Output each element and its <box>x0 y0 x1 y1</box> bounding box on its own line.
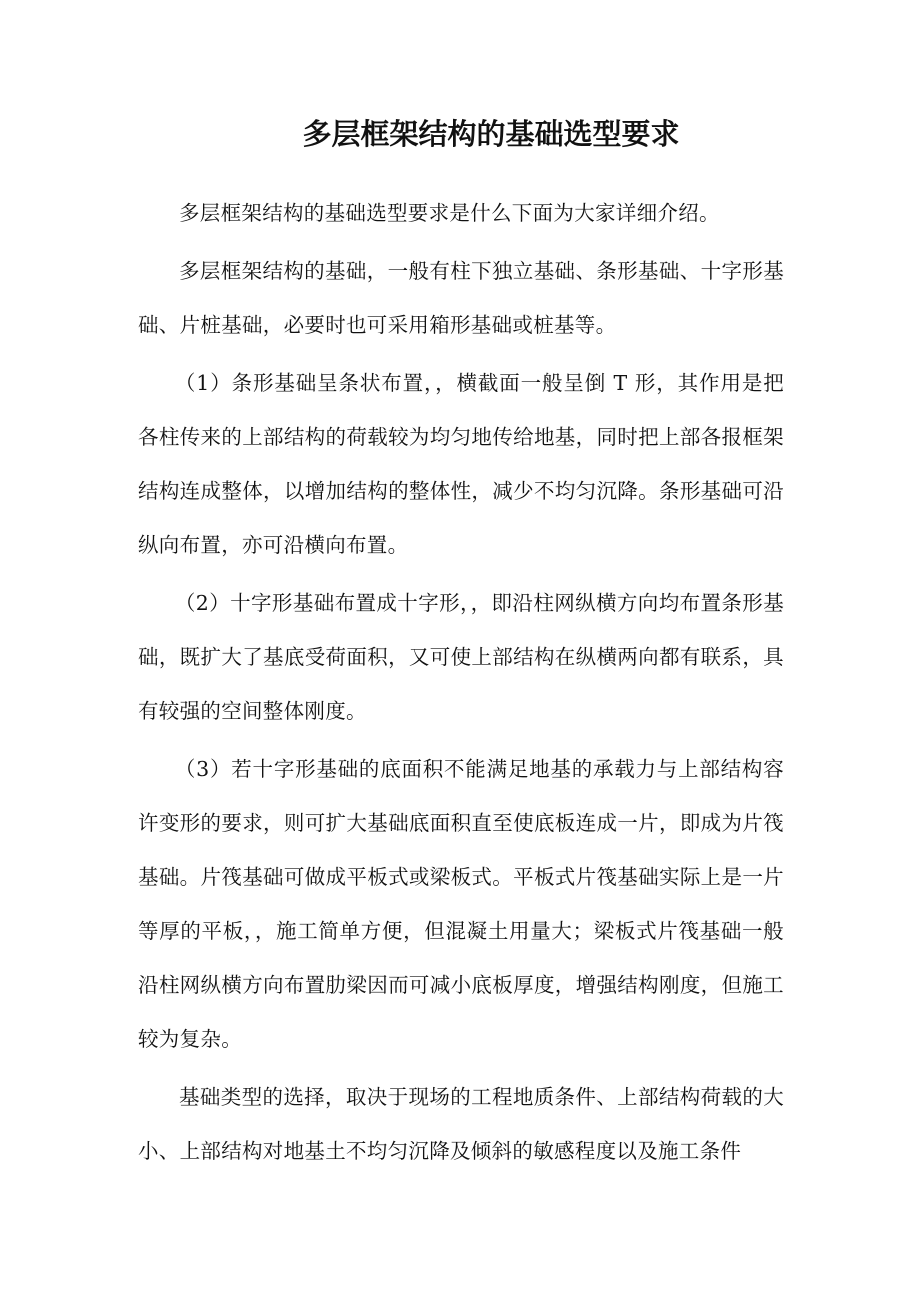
paragraph-cross-foundation: （2）十字形基础布置成十字形，，即沿柱网纵横方向均布置条形基础，既扩大了基底受荷面积，又可使上部结构在纵横两向都有联系，具有较强的空间整体刚度。 <box>138 591 784 723</box>
paragraph-selection: 基础类型的选择，取决于现场的工程地质条件、上部结构荷载的大小、上部结构对地基土不均匀沉降及倾斜的敏感程度以及施工条件 <box>138 1085 784 1163</box>
paragraph-strip-foundation: （1）条形基础呈条状布置，，横截面一般呈倒 T 形，其作用是把各柱传来的上部结构的荷载较为均匀地传给地基，同时把上部各报框架结构连成整体，以增加结构的整体性，减少不均匀沉降。条形基础可沿纵向布置，亦可沿横向布置。 <box>138 371 784 557</box>
paragraph-foundation-types: 多层框架结构的基础，一般有柱下独立基础、条形基础、十字形基础、片桩基础，必要时也可采用箱形基础或桩基等。 <box>138 259 784 337</box>
document-page <box>138 0 784 1302</box>
paragraph-raft-foundation: （3）若十字形基础的底面积不能满足地基的承载力与上部结构容许变形的要求，则可扩大基础底面积直至使底板连成一片，即成为片筏基础。片筏基础可做成平板式或梁板式。平板式片筏基础实际上是一片等厚的平板，，施工简单方便，但混凝土用量大；梁板式片筏基础一般沿柱网纵横方向布置肋梁因而可减小底板厚度，增强结构刚度，但施工较为复杂。 <box>138 757 784 1051</box>
document-title: 多层框架结构的基础选型要求 <box>302 117 680 151</box>
document-body <box>138 186 784 1182</box>
paragraph-intro: 多层框架结构的基础选型要求是什么下面为大家详细介绍。 <box>179 201 720 225</box>
